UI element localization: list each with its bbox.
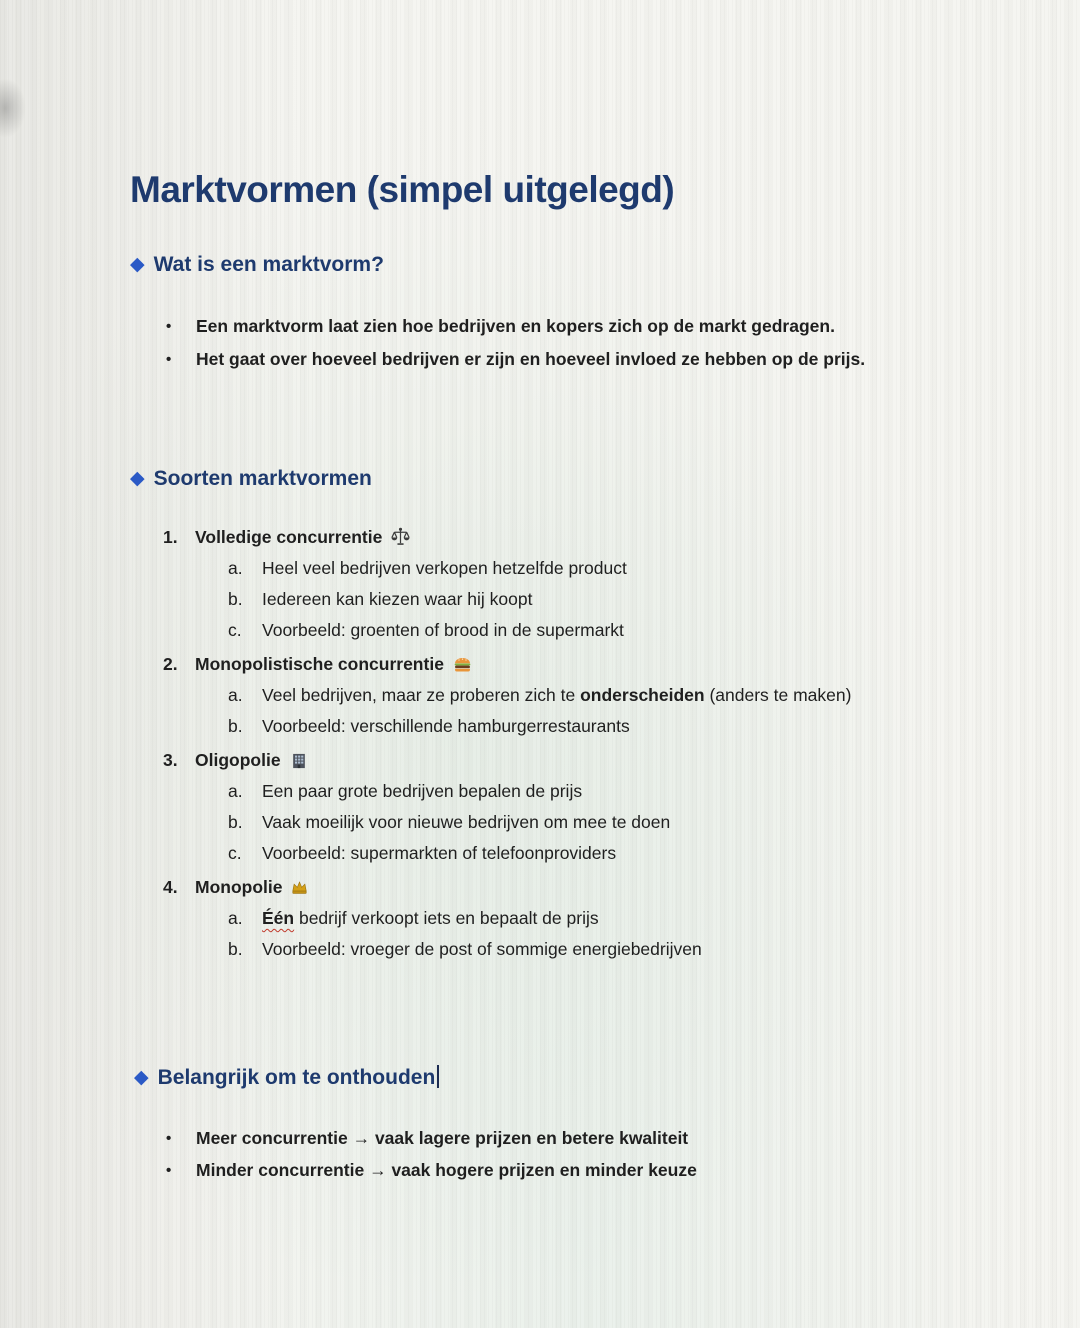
sub-letter: b. xyxy=(228,589,243,609)
sub-item xyxy=(130,776,970,807)
misspelled-word: Één xyxy=(262,908,295,928)
sub-text: Iedereen kan kiezen waar hij koopt xyxy=(262,589,533,609)
office-building-icon xyxy=(289,751,309,771)
section-heading-text: Soorten marktvormen xyxy=(153,467,372,490)
sub-item xyxy=(130,903,970,934)
bullet-text: Minder concurrentie → vaak hogere prijzen en minder keuze xyxy=(196,1159,697,1180)
sub-letter: a. xyxy=(228,781,243,801)
sub-letter: c. xyxy=(228,620,242,640)
item-number: 2. xyxy=(163,654,178,674)
sub-letter: a. xyxy=(228,558,243,578)
bullet-icon: • xyxy=(166,351,172,368)
sub-letter: b. xyxy=(228,812,243,832)
list-item-volledige-concurrentie xyxy=(130,522,970,646)
numbered-title xyxy=(130,522,970,553)
list-item-monopolistische-concurrentie xyxy=(130,649,970,742)
what-bullet-list xyxy=(130,310,970,376)
list-item xyxy=(130,1155,970,1187)
section-heading-text: Belangrijk om te onthouden xyxy=(158,1065,440,1091)
sub-letter: b. xyxy=(228,716,243,736)
list-item xyxy=(130,343,970,376)
sub-text: Voorbeeld: supermarkten of telefoonproviders xyxy=(262,843,617,863)
sub-letter: a. xyxy=(228,908,243,928)
sub-text: Vaak moeilijk voor nieuwe bedrijven om mee te doen xyxy=(262,812,671,832)
burger-icon xyxy=(452,654,473,675)
section-heading-what xyxy=(130,252,970,278)
sub-item xyxy=(130,838,970,869)
sub-text: Voorbeeld: verschillende hamburgerrestaurants xyxy=(262,716,630,736)
page-title: Marktvormen (simpel uitgelegd) xyxy=(130,169,675,210)
sub-item xyxy=(130,680,970,711)
list-item xyxy=(130,1123,970,1155)
list-item-oligopolie xyxy=(130,745,970,869)
sub-text: Voorbeeld: groenten of brood in de supermarkt xyxy=(262,620,624,640)
sub-text: Een paar grote bedrijven bepalen de prijs xyxy=(262,781,583,801)
scales-icon xyxy=(390,527,411,548)
sub-text: Heel veel bedrijven verkopen hetzelfde product xyxy=(262,558,627,578)
paper-smudge xyxy=(0,78,26,138)
emphasized-word: onderscheiden xyxy=(580,685,705,705)
item-title: Volledige concurrentie xyxy=(195,527,383,547)
item-number: 3. xyxy=(163,750,178,770)
item-title: Monopolistische concurrentie xyxy=(195,654,444,674)
sub-text: Één bedrijf verkoopt iets en bepaalt de prijs xyxy=(262,908,599,928)
market-types-list xyxy=(130,522,970,965)
numbered-title xyxy=(130,872,970,903)
sub-item xyxy=(130,711,970,742)
section-heading-important xyxy=(134,1065,970,1091)
diamond-icon: ◆ xyxy=(130,467,145,489)
sub-text: Voorbeeld: vroeger de post of sommige energiebedrijven xyxy=(262,939,702,959)
list-item xyxy=(130,310,970,343)
bullet-icon: • xyxy=(166,318,172,335)
crown-icon xyxy=(290,878,309,897)
section-heading-text: Wat is een marktvorm? xyxy=(153,253,384,276)
sub-item xyxy=(130,807,970,838)
item-number: 1. xyxy=(163,527,178,547)
important-bullet-list xyxy=(130,1123,970,1186)
item-title: Oligopolie xyxy=(195,750,281,770)
sub-item xyxy=(130,615,970,646)
bullet-icon: • xyxy=(166,1130,172,1147)
bullet-icon: • xyxy=(166,1161,172,1179)
item-number: 4. xyxy=(163,877,178,897)
section-heading-types xyxy=(130,466,970,492)
sub-letter: c. xyxy=(228,843,242,863)
diamond-icon: ◆ xyxy=(134,1066,149,1088)
text-cursor xyxy=(437,1065,439,1088)
sub-item xyxy=(130,934,970,965)
document-content xyxy=(130,0,970,1186)
numbered-title xyxy=(130,745,970,776)
sub-item xyxy=(130,553,970,584)
diamond-icon: ◆ xyxy=(130,253,145,275)
item-title: Monopolie xyxy=(195,877,283,897)
sub-text: Veel bedrijven, maar ze proberen zich te onderscheiden (anders te maken) xyxy=(262,685,852,705)
sub-letter: a. xyxy=(228,685,243,705)
sub-letter: b. xyxy=(228,939,243,959)
bullet-text: Een marktvorm laat zien hoe bedrijven en kopers zich op de markt gedragen. xyxy=(196,316,835,336)
numbered-title xyxy=(130,649,970,680)
bullet-text: Het gaat over hoeveel bedrijven er zijn en hoeveel invloed ze hebben op de prijs. xyxy=(196,349,866,369)
sub-item xyxy=(130,584,970,615)
bullet-text: Meer concurrentie → vaak lagere prijzen en betere kwaliteit xyxy=(196,1128,689,1148)
list-item-monopolie xyxy=(130,872,970,965)
